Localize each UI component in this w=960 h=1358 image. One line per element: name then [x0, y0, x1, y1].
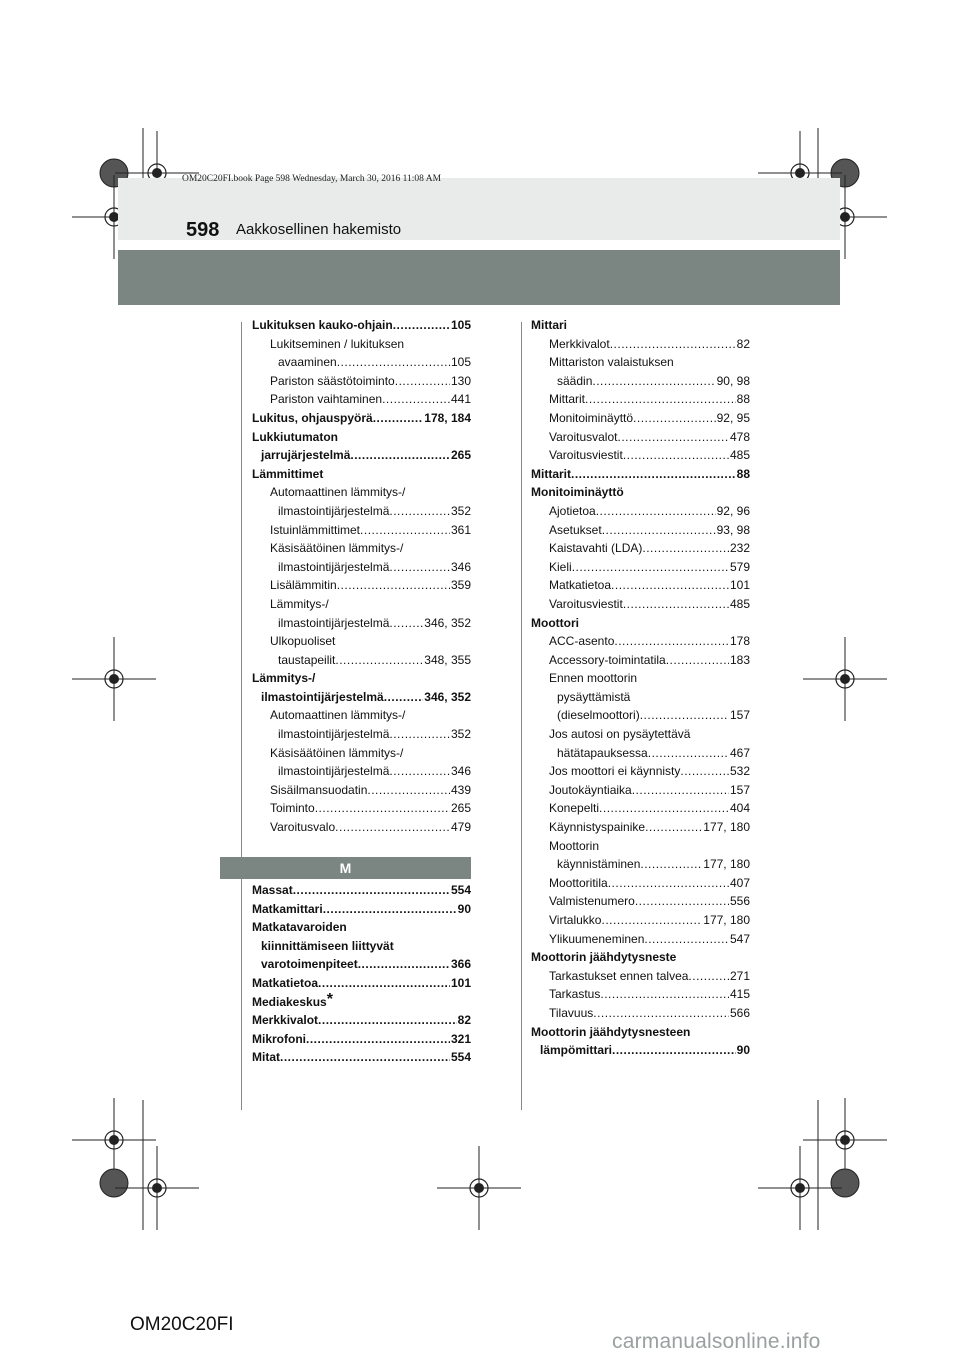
index-entry — [252, 818, 471, 837]
index-entry — [252, 918, 471, 937]
index-entry-text: ilmastointijärjestelmä — [278, 727, 390, 742]
page-number: 598 — [186, 219, 220, 241]
index-entry-page: 346 — [450, 559, 471, 574]
index-entry — [252, 576, 471, 595]
index-entry — [531, 409, 750, 428]
header-gray-band — [118, 250, 840, 305]
leader-dots — [585, 390, 736, 409]
index-entry — [252, 1030, 471, 1049]
index-entry-text: Ajotietoa — [549, 503, 596, 518]
index-entry-page: 556 — [729, 894, 750, 909]
index-entry-page: 88 — [736, 392, 750, 407]
index-entry-text: Lukituksen kauko-ohjain — [252, 318, 393, 332]
index-entry-text: Matkatavaroiden — [252, 920, 347, 935]
index-entry-page: 271 — [729, 968, 750, 983]
index-entry — [531, 744, 750, 763]
index-entry-text: Ylikuumeneminen — [549, 931, 645, 946]
index-entry-page: 346, 352 — [424, 689, 471, 704]
section-header-m: M — [220, 857, 471, 879]
leader-dots — [596, 502, 716, 521]
index-entry-page: 352 — [450, 727, 471, 742]
index-entry — [531, 372, 750, 391]
leader-dots — [395, 372, 450, 391]
leader-dots — [360, 521, 450, 540]
index-entry — [252, 881, 471, 900]
leader-dots — [337, 353, 450, 372]
index-entry-page: 177, 180 — [703, 913, 750, 927]
index-entry-page: 157 — [729, 782, 750, 797]
index-entry — [531, 353, 750, 372]
index-entry-text: hätätapauksessa — [557, 745, 648, 760]
index-entry-page: 92, 96 — [716, 503, 750, 518]
index-entry-page: 554 — [450, 1050, 471, 1065]
index-entry — [252, 446, 471, 465]
index-entry-page: 105 — [450, 318, 471, 332]
index-entry-page: 532 — [729, 764, 750, 779]
index-entry-page: 90 — [457, 901, 471, 916]
leader-dots — [593, 1004, 729, 1023]
index-entry — [252, 632, 471, 651]
index-entry-text: Käynnistyspainike — [549, 820, 646, 835]
index-entry-text: Varoitusviestit — [549, 596, 623, 611]
index-entry-page: 478 — [729, 429, 750, 444]
leader-dots — [280, 1048, 450, 1067]
index-entry-page: 439 — [450, 782, 471, 797]
index-entry-text: ilmastointijärjestelmä — [278, 615, 390, 630]
leader-dots — [612, 1041, 736, 1060]
index-entry-text: Ulkopuoliset — [270, 634, 336, 649]
index-entry-page: 183 — [729, 652, 750, 667]
index-entry — [531, 539, 750, 558]
leader-dots — [648, 744, 729, 763]
index-entry — [531, 781, 750, 800]
index-entry-text: (dieselmoottori) — [557, 708, 640, 723]
index-entry-page: 441 — [450, 392, 471, 407]
index-entry-page: 479 — [450, 820, 471, 835]
leader-dots — [666, 651, 729, 670]
index-entry-text: lämpömittari — [540, 1043, 613, 1058]
index-entry-page: 101 — [729, 578, 750, 593]
index-entry-page: 265 — [450, 801, 471, 816]
leader-dots — [318, 1011, 457, 1030]
index-entry-text: Matkatietoa — [549, 578, 612, 593]
index-entry — [252, 558, 471, 577]
index-entry-text: Joutokäyntiaika — [549, 782, 632, 797]
leader-dots — [600, 985, 729, 1004]
leader-dots — [572, 558, 729, 577]
index-entry-text: Massat — [252, 883, 293, 897]
index-entry-page: 232 — [729, 541, 750, 556]
leader-dots — [645, 818, 702, 837]
index-entry-text: Matkatietoa — [252, 975, 319, 990]
index-entry-page: 566 — [729, 1005, 750, 1020]
index-entry — [252, 1048, 471, 1067]
index-entry-text: Käsisäätöinen lämmitys-/ — [270, 745, 404, 760]
leader-dots — [592, 372, 715, 391]
index-entry-page: 579 — [729, 559, 750, 574]
leader-dots — [318, 974, 450, 993]
index-column-left-m — [252, 881, 471, 1067]
column-divider-right — [521, 322, 522, 1110]
index-entry-text: kiinnittämiseen liittyvät — [261, 938, 394, 953]
index-entry — [531, 706, 750, 725]
index-entry-text: Moottorin — [549, 838, 600, 853]
index-entry-text: Mittarit — [549, 392, 585, 407]
index-entry-page: 415 — [729, 987, 750, 1002]
index-entry — [531, 669, 750, 688]
leader-dots — [614, 632, 729, 651]
index-entry-text: ilmastointijärjestelmä — [278, 764, 390, 779]
leader-dots — [335, 818, 450, 837]
index-entry-text: Lämmitys-/ — [270, 596, 329, 611]
index-entry — [531, 614, 750, 633]
index-entry-text: Varoitusviestit — [549, 448, 623, 463]
leader-dots — [633, 409, 716, 428]
index-entry — [531, 874, 750, 893]
index-entry-text: Varoitusvalo — [270, 820, 336, 835]
index-entry — [252, 669, 471, 688]
leader-dots — [389, 558, 450, 577]
index-entry-text: Toiminto — [270, 801, 315, 816]
index-column-left — [252, 316, 471, 837]
index-entry — [531, 967, 750, 986]
index-entry-text: Lukitus, ohjauspyörä — [252, 410, 373, 425]
index-entry-text: Jos autosi on pysäytettävä — [549, 727, 691, 742]
index-entry-text: käynnistäminen — [557, 857, 641, 872]
index-entry — [252, 595, 471, 614]
index-entry — [252, 335, 471, 354]
index-entry — [252, 974, 471, 993]
index-entry — [252, 725, 471, 744]
index-entry-text: ilmastointijärjestelmä — [278, 559, 390, 574]
index-entry-text: ilmastointijärjestelmä — [278, 503, 390, 518]
index-entry — [252, 409, 471, 428]
index-entry — [531, 985, 750, 1004]
index-entry-text: Lämmitys-/ — [252, 671, 316, 686]
index-entry-text: Mittari — [531, 318, 567, 332]
index-entry-page: 92, 95 — [716, 410, 750, 425]
asterisk-mark: * — [326, 990, 333, 1008]
index-entry-page: 82 — [457, 1013, 471, 1028]
index-entry — [252, 955, 471, 974]
index-entry-text: Jos moottori ei käynnisty — [549, 764, 681, 779]
index-entry-page: 265 — [450, 448, 471, 463]
index-entry — [252, 900, 471, 919]
index-entry-text: Lisälämmitin — [270, 578, 337, 593]
page-title: Aakkosellinen hakemisto — [236, 221, 402, 238]
leader-dots — [640, 706, 729, 725]
index-entry-page: 467 — [729, 745, 750, 760]
index-entry-text: Pariston vaihtaminen — [270, 392, 383, 407]
leader-dots — [608, 874, 729, 893]
index-entry-page: 90 — [736, 1043, 750, 1058]
leader-dots — [315, 799, 450, 818]
index-entry — [531, 483, 750, 502]
index-entry-text: Tarkastukset ennen talvea — [549, 968, 689, 983]
index-entry-text: Ennen moottorin — [549, 671, 638, 686]
index-entry — [252, 614, 471, 633]
leader-dots — [601, 911, 702, 930]
index-entry-text: Virtalukko — [549, 913, 602, 927]
leader-dots — [635, 892, 729, 911]
index-entry-page: 321 — [450, 1031, 471, 1046]
index-entry — [531, 799, 750, 818]
index-entry-text: Lukitseminen / lukituksen — [270, 336, 405, 351]
index-entry-page: 177, 180 — [703, 820, 750, 835]
index-entry-text: Monitoiminäyttö — [531, 485, 624, 500]
index-entry — [531, 558, 750, 577]
index-entry-text: Käsisäätöinen lämmitys-/ — [270, 541, 404, 556]
leader-dots — [642, 539, 729, 558]
index-entry-page: 90, 98 — [716, 373, 750, 388]
index-entry-text: avaaminen — [278, 355, 337, 370]
leader-dots — [384, 688, 424, 707]
index-entry-page: 178 — [729, 634, 750, 649]
footer-code: OM20C20FI — [130, 1314, 234, 1335]
column-divider-left — [241, 322, 242, 1110]
leader-dots — [358, 955, 450, 974]
index-entry — [252, 316, 471, 335]
index-entry — [531, 595, 750, 614]
leader-dots — [610, 335, 736, 354]
index-entry — [252, 688, 471, 707]
index-entry-text: Merkkivalot — [549, 336, 610, 351]
index-entry-text: Lämmittimet — [252, 466, 324, 481]
index-entry — [531, 428, 750, 447]
index-entry-text: Kieli — [549, 559, 572, 574]
index-entry-page: 485 — [729, 596, 750, 611]
index-column-right — [531, 316, 750, 1060]
leader-dots — [367, 781, 450, 800]
leader-dots — [389, 725, 450, 744]
leader-dots — [632, 781, 729, 800]
index-entry-page: 101 — [450, 975, 471, 990]
leader-dots — [389, 762, 450, 781]
index-entry — [531, 930, 750, 949]
index-entry-text: jarrujärjestelmä — [261, 448, 351, 463]
index-entry — [252, 651, 471, 670]
index-entry-text: Monitoiminäyttö — [549, 410, 634, 425]
index-entry-text: Matkamittari — [252, 901, 323, 916]
index-entry — [252, 465, 471, 484]
index-entry-text: Valmistenumero — [549, 894, 635, 909]
index-entry-text: ilmastointijärjestelmä — [261, 689, 384, 704]
index-entry-text: Moottorin jäähdytysnesteen — [531, 1024, 691, 1039]
index-entry-page: 88 — [736, 466, 750, 481]
index-entry-text: pysäyttämistä — [557, 689, 631, 704]
index-entry-text: Tilavuus — [549, 1005, 594, 1020]
index-entry-text: Pariston säästötoiminto — [270, 373, 395, 388]
leader-dots — [623, 595, 729, 614]
index-entry — [531, 855, 750, 874]
index-entry — [531, 446, 750, 465]
index-entry-text: Mediakeskus — [252, 994, 327, 1009]
index-entry — [252, 799, 471, 818]
leader-dots — [389, 502, 450, 521]
index-entry-text: Kaistavahti (LDA) — [549, 541, 643, 556]
index-entry — [531, 688, 750, 707]
index-entry — [252, 781, 471, 800]
index-entry — [531, 502, 750, 521]
watermark: carmanualsonline.info — [612, 1330, 821, 1353]
file-info: OM20C20FI.book Page 598 Wednesday, March 30, 2016 11:08 AM — [182, 174, 442, 184]
leader-dots — [644, 930, 729, 949]
leader-dots — [393, 316, 450, 335]
index-entry — [252, 521, 471, 540]
leader-dots — [611, 576, 729, 595]
index-entry-page: 178, 184 — [424, 410, 471, 425]
index-entry — [252, 483, 471, 502]
index-entry-page: 485 — [729, 448, 750, 463]
leader-dots — [306, 1030, 450, 1049]
index-entry — [252, 372, 471, 391]
index-entry — [531, 390, 750, 409]
index-entry-text: Accessory-toimintatila — [549, 652, 666, 667]
index-entry-page: 361 — [450, 522, 471, 537]
index-entry-page: 348, 355 — [424, 652, 471, 667]
index-entry-text: Mitat — [252, 1050, 280, 1065]
index-entry — [531, 725, 750, 744]
index-entry — [531, 465, 750, 484]
index-entry — [531, 762, 750, 781]
index-entry — [252, 390, 471, 409]
index-entry — [252, 539, 471, 558]
index-entry — [531, 335, 750, 354]
index-entry — [252, 1011, 471, 1030]
index-entry-page: 130 — [450, 373, 471, 388]
leader-dots — [323, 900, 457, 919]
leader-dots — [337, 576, 450, 595]
leader-dots — [617, 428, 728, 447]
index-entry-text: Merkkivalot — [252, 1013, 319, 1028]
index-entry-page: 554 — [450, 883, 471, 897]
index-entry-text: säädin — [557, 373, 593, 388]
leader-dots — [640, 855, 702, 874]
index-entry-text: Lukkiutumaton — [252, 429, 338, 444]
leader-dots — [602, 521, 716, 540]
index-entry-text: Moottori — [531, 615, 579, 630]
index-entry — [252, 937, 471, 956]
index-entry-text: Mittarit — [531, 466, 571, 481]
index-entry — [252, 428, 471, 447]
index-entry — [531, 316, 750, 335]
index-entry — [252, 706, 471, 725]
leader-dots — [373, 409, 424, 428]
index-entry — [252, 502, 471, 521]
index-entry — [531, 1023, 750, 1042]
index-entry — [531, 1004, 750, 1023]
index-entry-page: 157 — [729, 708, 750, 723]
index-entry — [531, 632, 750, 651]
index-entry-page: 352 — [450, 503, 471, 518]
index-entry-text: Moottorin jäähdytysneste — [531, 950, 677, 965]
leader-dots — [350, 446, 450, 465]
index-entry-text: varotoimenpiteet — [261, 957, 358, 972]
index-entry-page: 105 — [450, 355, 471, 370]
index-entry-text: Automaattinen lämmitys-/ — [270, 485, 406, 500]
index-entry-page: 346 — [450, 764, 471, 779]
leader-dots — [389, 614, 423, 633]
index-entry — [252, 353, 471, 372]
index-entry — [531, 892, 750, 911]
leader-dots — [335, 651, 423, 670]
leader-dots — [599, 799, 729, 818]
index-entry-page: 93, 98 — [716, 522, 750, 537]
index-entry-page: 407 — [729, 875, 750, 890]
index-entry — [252, 744, 471, 763]
index-entry-page: 346, 352 — [424, 615, 471, 630]
index-entry-page: 82 — [736, 336, 750, 351]
index-entry — [531, 818, 750, 837]
index-entry — [531, 948, 750, 967]
index-entry-text: Konepelti — [549, 801, 600, 816]
index-entry-text: Sisäilmansuodatin — [270, 782, 368, 797]
index-entry-page: 177, 180 — [703, 857, 750, 872]
leader-dots — [623, 446, 729, 465]
index-entry-text: ACC-asento — [549, 634, 615, 649]
leader-dots — [680, 762, 729, 781]
index-entry — [531, 521, 750, 540]
header-band — [118, 178, 840, 240]
index-entry — [252, 990, 471, 1012]
index-entry — [252, 762, 471, 781]
index-entry-text: Automaattinen lämmitys-/ — [270, 708, 406, 723]
index-entry-page: 366 — [450, 957, 471, 972]
index-entry-text: Tarkastus — [549, 987, 601, 1002]
leader-dots — [382, 390, 450, 409]
index-entry-text: Varoitusvalot — [549, 429, 618, 444]
index-entry-text: taustapeilit — [278, 652, 336, 667]
index-entry-text: Moottoritila — [549, 875, 608, 890]
leader-dots — [571, 465, 736, 484]
index-entry — [531, 651, 750, 670]
index-entry — [531, 1041, 750, 1060]
index-entry-page: 404 — [729, 801, 750, 816]
index-entry — [531, 837, 750, 856]
leader-dots — [688, 967, 729, 986]
index-entry — [531, 911, 750, 930]
index-entry-text: Asetukset — [549, 522, 602, 537]
index-entry-text: Mittariston valaistuksen — [549, 355, 674, 370]
index-entry-text: Mikrofoni — [252, 1031, 306, 1046]
index-entry-text: Istuinlämmittimet — [270, 522, 361, 537]
index-entry-page: 547 — [729, 931, 750, 946]
leader-dots — [293, 881, 450, 900]
index-entry — [531, 576, 750, 595]
index-entry-page: 359 — [450, 578, 471, 593]
